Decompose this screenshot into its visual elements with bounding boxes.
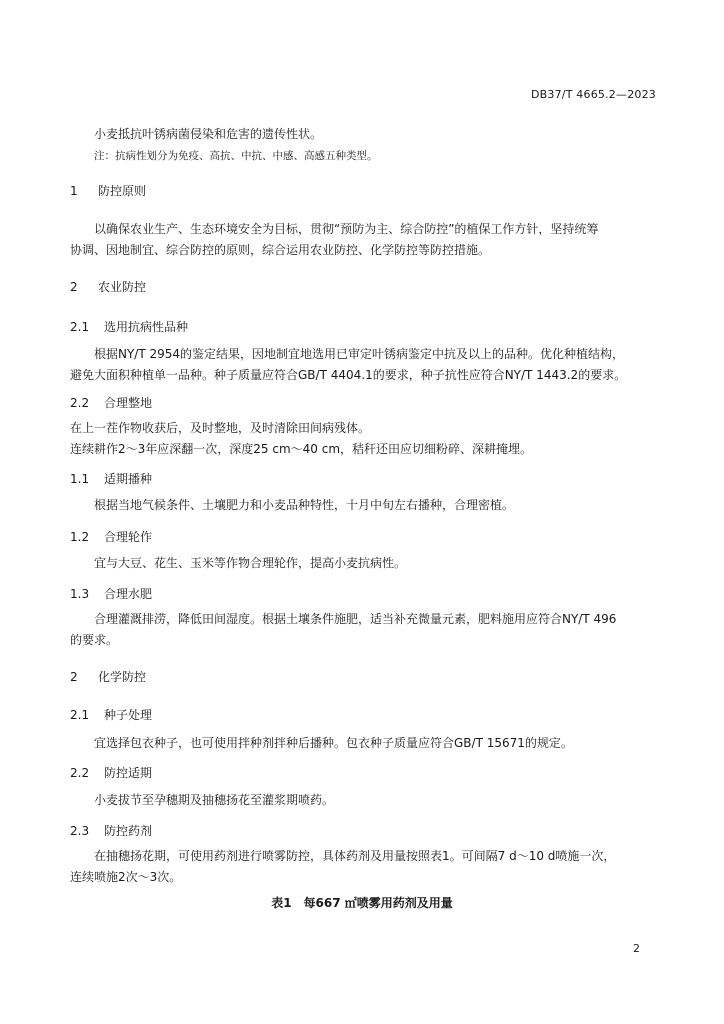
- paragraph-line: 连续喷施2次～3次。: [70, 870, 182, 884]
- subsection-chem-2-1-paragraph: [70, 733, 660, 754]
- subsection-number: 2.2: [70, 766, 90, 780]
- subsection-chem-2-2-paragraph: [70, 790, 660, 811]
- paragraph-line: 宜选择包衣种子，也可使用拌种剂拌种后播种。包衣种子质量应符合GB/T 15671的规定。: [94, 736, 573, 750]
- subsection-title: 选用抗病性品种: [104, 320, 189, 334]
- subsection-title: 种子处理: [104, 708, 153, 722]
- section-title: 防控原则: [98, 184, 147, 198]
- section-title: 化学防控: [98, 670, 147, 684]
- subsection-heading-chem-2-2: [70, 764, 152, 781]
- subsection-heading-1-1: [70, 470, 152, 487]
- page-number: 2: [633, 942, 640, 955]
- paragraph-line: 在抽穗扬花期，可使用药剂进行喷雾防控，具体药剂及用量按照表1。可间隔7 d～10 d喷施一次，: [94, 849, 616, 863]
- subsection-1-3-paragraph: [70, 609, 660, 651]
- section-title: 农业防控: [98, 280, 147, 294]
- document-code: DB37/T 4665.2—2023: [530, 88, 656, 101]
- paragraph-line: 宜与大豆、花生、玉米等作物合理轮作，提高小麦抗病性。: [94, 556, 407, 570]
- subsection-heading-2-1: [70, 318, 188, 335]
- intro-note: 注：抗病性划分为免疫、高抗、中抗、中感、高感五种类型。: [94, 150, 378, 162]
- paragraph-line: 的要求。: [70, 633, 119, 647]
- subsection-heading-1-2: [70, 528, 152, 545]
- subsection-number: 1.1: [70, 472, 90, 486]
- subsection-heading-chem-2-3: [70, 822, 152, 839]
- section-1-paragraph: [70, 219, 660, 261]
- paragraph-line: 以确保农业生产、生态环境安全为目标，贯彻“预防为主、综合防控”的植保工作方针，坚持统筹: [94, 222, 599, 236]
- subsection-2-1-paragraph: [70, 344, 660, 386]
- subsection-title: 适期播种: [104, 472, 153, 486]
- subsection-number: 2.1: [70, 320, 90, 334]
- paragraph-line: 小麦拔节至孕穗期及抽穗扬花至灌浆期喷药。: [94, 793, 335, 807]
- subsection-heading-2-2: [70, 394, 152, 411]
- subsection-title: 防控药剂: [104, 824, 153, 838]
- subsection-number: 2.1: [70, 708, 90, 722]
- section-number: 2: [70, 280, 78, 294]
- subsection-number: 2.3: [70, 824, 90, 838]
- subsection-number: 2.2: [70, 396, 90, 410]
- paragraph-line: 根据当地气候条件、土壤肥力和小麦品种特性，十月中旬左右播种，合理密植。: [94, 498, 515, 512]
- subsection-title: 合理轮作: [104, 530, 153, 544]
- subsection-title: 合理整地: [104, 396, 153, 410]
- section-heading-1: [70, 182, 146, 199]
- paragraph-line: 协调、因地制宜、综合防控的原则，综合运用农业防控、化学防控等防控措施。: [70, 243, 491, 257]
- section-number: 2: [70, 670, 78, 684]
- paragraph-line: 连续耕作2～3年应深翻一次，深度25 cm～40 cm，秸秆还田应切细粉碎、深耕掩埋。: [70, 442, 533, 456]
- intro-line: 小麦抵抗叶锈病菌侵染和危害的遗传性状。: [94, 127, 323, 141]
- subsection-heading-1-3: [70, 585, 152, 602]
- section-heading-chemical: [70, 668, 146, 685]
- subsection-number: 1.2: [70, 530, 90, 544]
- subsection-title: 防控适期: [104, 766, 153, 780]
- subsection-number: 1.3: [70, 587, 90, 601]
- table-caption: 表1 每667 ㎡喷雾用药剂及用量: [271, 896, 453, 910]
- paragraph-line: 根据NY/T 2954的鉴定结果，因地制宜地选用已审定叶锈病鉴定中抗及以上的品种。优化种植结构，: [94, 347, 625, 361]
- subsection-2-2-paragraph: [70, 418, 660, 460]
- subsection-title: 合理水肥: [104, 587, 153, 601]
- subsection-1-2-paragraph: [70, 553, 660, 574]
- section-heading-2: [70, 278, 146, 295]
- paragraph-line: 避免大面积种植单一品种。种子质量应符合GB/T 4404.1的要求，种子抗性应符合NY/T 1443.2的要求。: [70, 368, 627, 382]
- subsection-chem-2-3-paragraph: [70, 846, 660, 888]
- subsection-1-1-paragraph: [70, 495, 660, 516]
- section-number: 1: [70, 184, 78, 198]
- paragraph-line: 合理灌溉排涝，降低田间湿度。根据土壤条件施肥，适当补充微量元素，肥料施用应符合NY/T 496: [94, 612, 617, 626]
- subsection-heading-chem-2-1: [70, 706, 152, 723]
- paragraph-line: 在上一茬作物收获后，及时整地，及时清除田间病残体。: [70, 421, 371, 435]
